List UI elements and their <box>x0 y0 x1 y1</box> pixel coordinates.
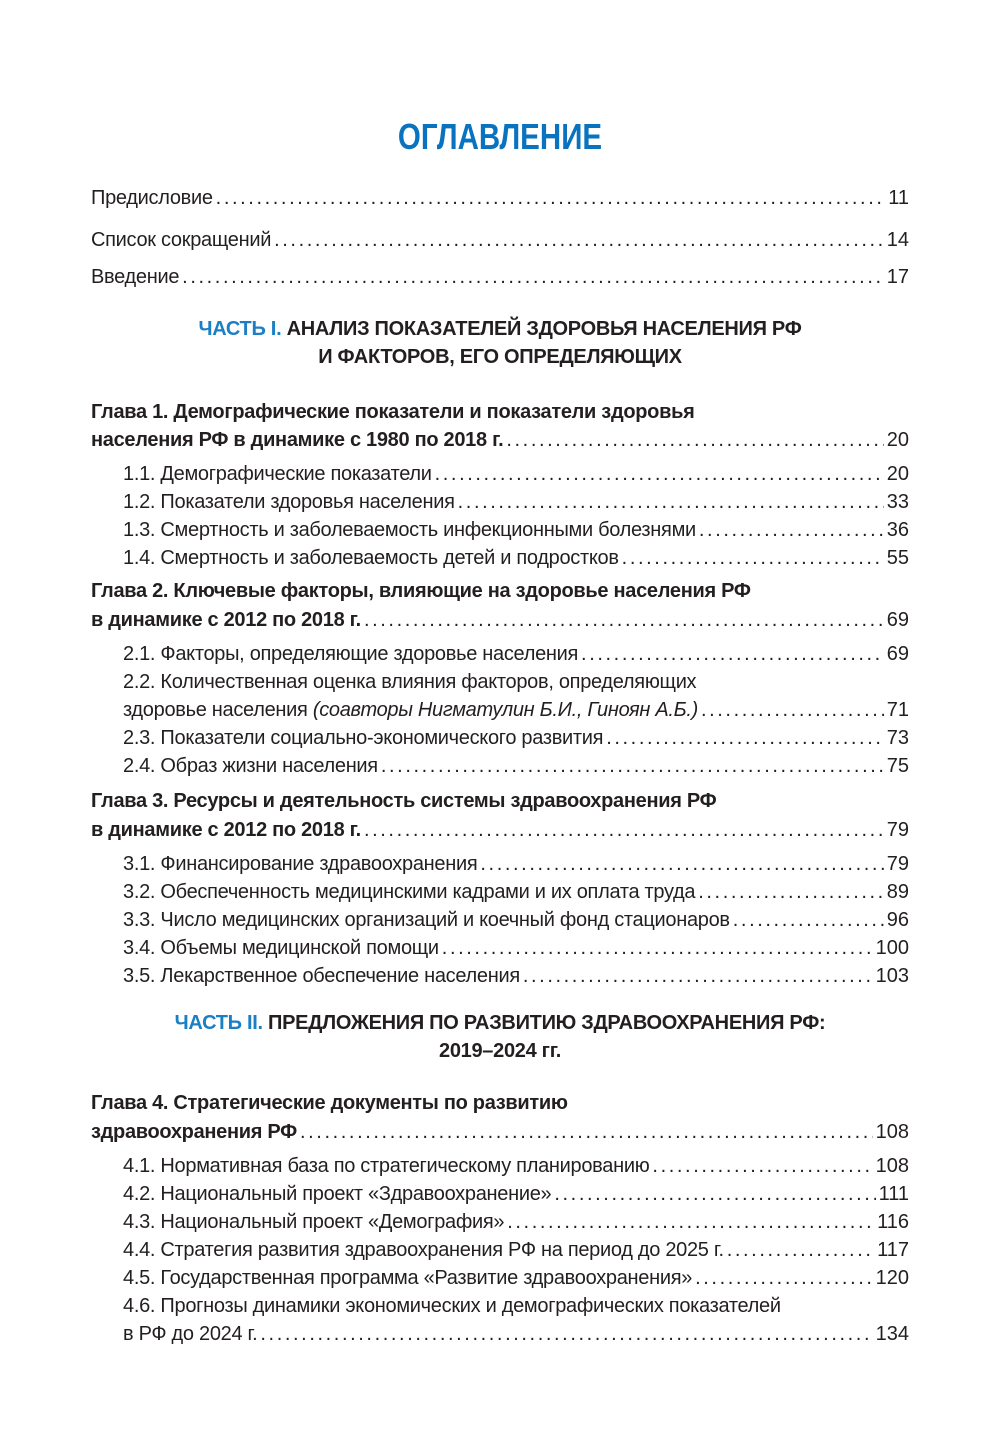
leader-dots <box>364 816 884 844</box>
part-title: АНАЛИЗ ПОКАЗАТЕЛЕЙ ЗДОРОВЬЯ НАСЕЛЕНИЯ РФ <box>281 318 802 340</box>
entry-label: 4.4. Стратегия развития здравоохранения РФ на период до 2025 г. <box>123 1239 724 1261</box>
page-number: 69 <box>886 643 909 665</box>
entry-label: 2.3. Показатели социально-экономического развития <box>123 727 604 749</box>
page-number: 20 <box>886 429 909 451</box>
section-2-2[interactable] <box>123 696 909 724</box>
entry-label: в динамике с 2012 по 2018 г. <box>91 609 361 631</box>
section-1-3[interactable] <box>123 516 909 544</box>
entry-label: Список сокращений <box>91 229 272 251</box>
page-number: 79 <box>886 819 909 841</box>
page-number: 134 <box>875 1323 909 1345</box>
leader-dots <box>216 184 886 212</box>
entry-label: 3.3. Число медицинских организаций и коечный фонд стационаров <box>123 909 730 931</box>
entry-label: Введение <box>91 266 180 288</box>
leader-dots <box>364 606 884 634</box>
page-number: 96 <box>886 909 909 931</box>
page-number: 73 <box>886 727 909 749</box>
chapter-1-title[interactable]: Глава 1. Демографические показатели и показатели здоровья <box>91 401 695 423</box>
part-title-line2: 2019–2024 гг. <box>439 1040 561 1062</box>
coauthors-note: (соавторы Нигматулин Б.И., Гиноян А.Б.) <box>312 699 698 721</box>
chapter-3-entry[interactable] <box>91 816 909 844</box>
part-title-line2: И ФАКТОРОВ, ЕГО ОПРЕДЕЛЯЮЩИХ <box>318 346 682 368</box>
entry-label: 3.1. Финансирование здравоохранения <box>123 853 478 875</box>
entry-label: в РФ до 2024 г. <box>123 1323 258 1345</box>
section-4-2[interactable] <box>123 1180 909 1208</box>
leader-dots <box>698 878 884 906</box>
leader-dots <box>622 544 884 572</box>
page-number: 71 <box>886 699 909 721</box>
page-number: 55 <box>886 547 909 569</box>
leader-dots <box>652 1152 872 1180</box>
leader-dots <box>507 1208 874 1236</box>
entry-label: 1.4. Смертность и заболеваемость детей и подростков <box>123 547 619 569</box>
section-3-1[interactable] <box>123 850 909 878</box>
entry-label <box>123 696 698 724</box>
leader-dots <box>523 962 873 990</box>
section-4-1[interactable] <box>123 1152 909 1180</box>
page-number: 69 <box>886 609 909 631</box>
chapter-2-title[interactable]: Глава 2. Ключевые факторы, влияющие на здоровье населения РФ <box>91 580 751 602</box>
leader-dots <box>581 640 884 668</box>
page-number: 75 <box>886 755 909 777</box>
entry-label: 4.5. Государственная программа «Развитие здравоохранения» <box>123 1267 693 1289</box>
page-number: 33 <box>886 491 909 513</box>
page-number: 103 <box>875 965 909 987</box>
section-2-1[interactable] <box>123 640 909 668</box>
page-number: 36 <box>886 519 909 541</box>
entry-label: 2.4. Образ жизни населения <box>123 755 378 777</box>
leader-dots <box>274 226 884 254</box>
entry-label: Предисловие <box>91 187 213 209</box>
chapter-4-title[interactable]: Глава 4. Стратегические документы по развитию <box>91 1092 568 1114</box>
leader-dots <box>182 263 884 291</box>
page-number: 79 <box>886 853 909 875</box>
page-number: 17 <box>886 266 909 288</box>
page-title: ОГЛАВЛЕНИЕ <box>397 116 603 157</box>
toc-entry-abbreviations[interactable] <box>91 226 909 254</box>
section-2-3[interactable] <box>123 724 909 752</box>
leader-dots <box>733 906 884 934</box>
leader-dots <box>695 1264 873 1292</box>
page-number: 11 <box>888 187 909 209</box>
leader-dots <box>701 696 884 724</box>
entry-label-text: здоровье населения <box>123 699 313 721</box>
entry-label: 3.4. Объемы медицинской помощи <box>123 937 439 959</box>
page-number: 20 <box>886 463 909 485</box>
entry-label: 2.1. Факторы, определяющие здоровье населения <box>123 643 579 665</box>
section-1-2[interactable] <box>123 488 909 516</box>
section-4-5[interactable] <box>123 1264 909 1292</box>
leader-dots <box>458 488 884 516</box>
section-2-4[interactable] <box>123 752 909 780</box>
entry-label: в динамике с 2012 по 2018 г. <box>91 819 361 841</box>
chapter-3-title[interactable]: Глава 3. Ресурсы и деятельность системы здравоохранения РФ <box>91 790 717 812</box>
part-label: ЧАСТЬ II. <box>174 1012 263 1034</box>
section-2-2-line1[interactable]: 2.2. Количественная оценка влияния факторов, определяющих <box>123 671 697 693</box>
section-1-1[interactable] <box>123 460 909 488</box>
entry-label: 4.2. Национальный проект «Здравоохранение» <box>123 1183 552 1205</box>
section-4-3[interactable] <box>123 1208 909 1236</box>
leader-dots <box>606 724 884 752</box>
chapter-1-entry[interactable] <box>91 426 909 454</box>
toc-entry-introduction[interactable] <box>91 263 909 291</box>
page-number: 116 <box>877 1211 909 1233</box>
entry-label: 4.3. Национальный проект «Демография» <box>123 1211 505 1233</box>
part-label: ЧАСТЬ I. <box>198 318 282 340</box>
page-number: 14 <box>886 229 909 251</box>
section-3-3[interactable] <box>123 906 909 934</box>
part-title: ПРЕДЛОЖЕНИЯ ПО РАЗВИТИЮ ЗДРАВООХРАНЕНИЯ РФ: <box>262 1012 826 1034</box>
entry-label: населения РФ в динамике с 1980 по 2018 г. <box>91 429 504 451</box>
leader-dots <box>300 1118 873 1146</box>
part-heading-1 <box>91 315 909 344</box>
section-3-4[interactable] <box>123 934 909 962</box>
entry-label: 1.3. Смертность и заболеваемость инфекционными болезнями <box>123 519 696 541</box>
part-heading-2 <box>91 1009 909 1038</box>
leader-dots <box>699 516 884 544</box>
page-number: 108 <box>875 1121 909 1143</box>
page-number: 120 <box>875 1267 909 1289</box>
entry-label: 1.2. Показатели здоровья населения <box>123 491 455 513</box>
leader-dots <box>480 850 883 878</box>
entry-label: 4.1. Нормативная база по стратегическому планированию <box>123 1155 650 1177</box>
page-number: 117 <box>877 1239 909 1261</box>
page-number: 100 <box>875 937 909 959</box>
leader-dots <box>435 460 884 488</box>
page-number: 108 <box>875 1155 909 1177</box>
section-3-5[interactable] <box>123 962 909 990</box>
page-number: 111 <box>878 1183 909 1205</box>
leader-dots <box>381 752 884 780</box>
page-number: 89 <box>886 881 909 903</box>
entry-label: 3.2. Обеспеченность медицинскими кадрами и их оплата труда <box>123 881 696 903</box>
entry-label: 3.5. Лекарственное обеспечение населения <box>123 965 520 987</box>
leader-dots <box>554 1180 875 1208</box>
leader-dots <box>260 1320 872 1348</box>
chapter-2-entry[interactable] <box>91 606 909 634</box>
part-heading-2-line2 <box>91 1037 909 1066</box>
section-3-2[interactable] <box>123 878 909 906</box>
toc-entry-preface[interactable] <box>91 184 909 212</box>
part-heading-1-line2 <box>91 343 909 372</box>
leader-dots <box>727 1236 874 1264</box>
chapter-4-entry[interactable] <box>91 1118 909 1146</box>
leader-dots <box>442 934 873 962</box>
entry-label: 1.1. Демографические показатели <box>123 463 432 485</box>
entry-label: здравоохранения РФ <box>91 1121 297 1143</box>
section-4-4[interactable] <box>123 1236 909 1264</box>
section-4-6-line1[interactable]: 4.6. Прогнозы динамики экономических и демографических показателей <box>123 1295 781 1317</box>
section-4-6[interactable] <box>123 1320 909 1348</box>
section-1-4[interactable] <box>123 544 909 572</box>
leader-dots <box>506 426 883 454</box>
